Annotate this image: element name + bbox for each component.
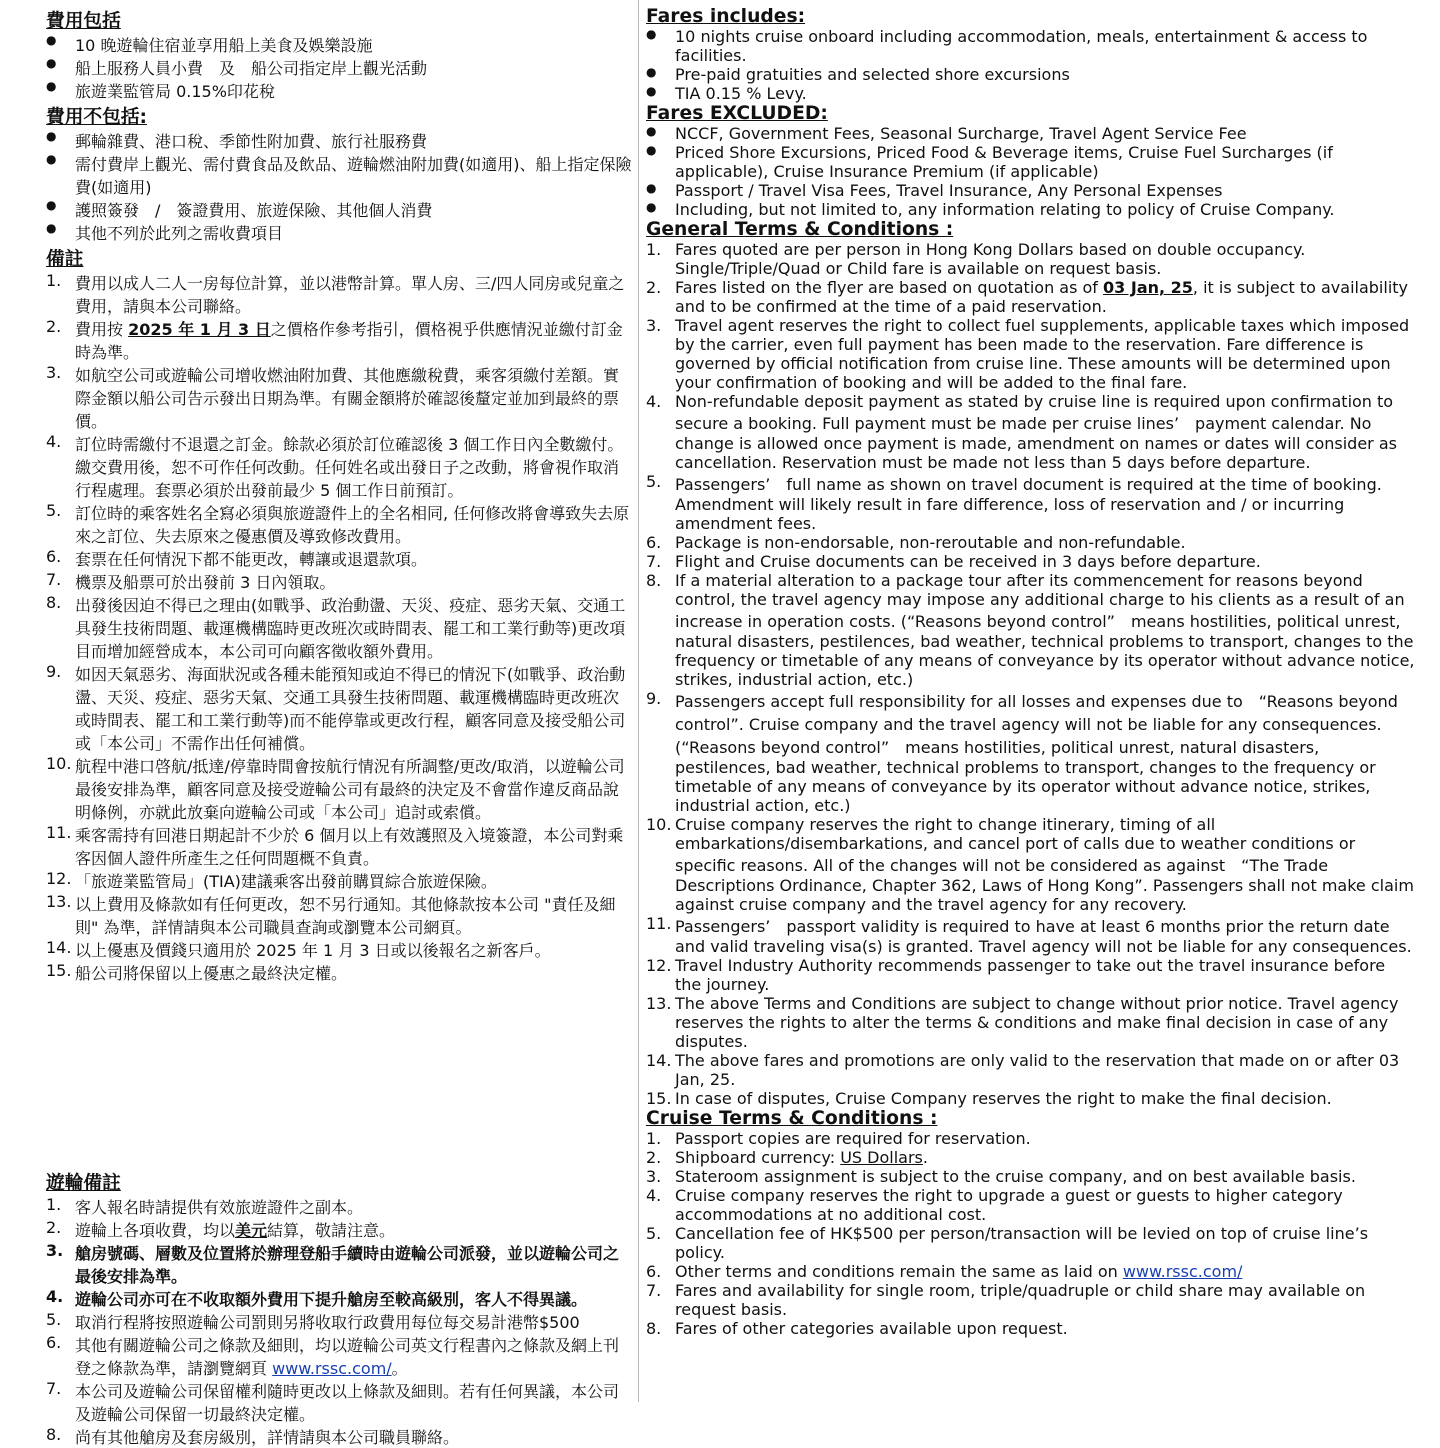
rssc-website-link[interactable]: www.rssc.com/ <box>272 1359 392 1378</box>
list-item: 8. 出發後因迫不得已之理由(如戰爭、政治動盪、天災、疫症、惡劣天氣、交通工具發生技術問題、載運機構臨時更改班次或時間表、罷工和工業行動等)更改項目而增加經營成本，本公司可向顧客徵收額外費用。 <box>46 593 626 661</box>
list-item: ● Including, but not limited to, any information relating to policy of Cruise Company. <box>646 200 1335 219</box>
list-item: 9. 如因天氣惡劣、海面狀況或各種未能預知或迫不得已的情況下(如戰爭、政治動盪、天災、疫症、惡劣天氣、交通工具發生技術問題、載運機構臨時更改班次或時間表、罷工和工業行動等)而不能停靠或更改行程，顧客同意及接受船公司或「本公司」不需作出任何補償。 <box>46 662 626 753</box>
list-item: 14. 以上優惠及價錢只適用於 2025 年 1 月 3 日或以後報名之新客戶。 <box>46 938 551 960</box>
list-item: 5. Passengers’ full name as shown on travel document is required at the time of booking. Amendment will likely result in fare difference, loss of reservation and / or incurring amendment fees. <box>646 472 1382 533</box>
list-item: 11. Passengers’ passport validity is required to have at least 6 months prior the return date and valid traveling visa(s) is granted. Travel agency will not be liable for any consequences. <box>646 914 1412 956</box>
excludes-list <box>46 129 632 244</box>
bullet-icon: ● <box>646 143 657 157</box>
list-item: 8. 尚有其他艙房及套房級別，詳情請與本公司職員聯絡。 <box>46 1425 460 1447</box>
excludes-heading: 費用不包括: <box>46 107 147 128</box>
list-item: ● Passport / Travel Visa Fees, Travel Insurance, Any Personal Expenses <box>646 181 1223 200</box>
list-item: 2. 費用按 2025 年 1 月 3 日之價格作參考指引，價格視乎供應情況並繳付訂金時為準。 <box>46 317 623 362</box>
quote-date: 03 Jan, 25 <box>1103 278 1193 297</box>
list-item: ● 郵輪雜費、港口稅、季節性附加費、旅行社服務費 <box>46 129 428 151</box>
list-item: 12. 「旅遊業監管局」(TIA)建議乘客出發前購買綜合旅遊保險。 <box>46 869 497 891</box>
list-item: 4. Cruise company reserves the right to upgrade a guest or guests to higher category accommodations at no additional cost. <box>646 1186 1343 1224</box>
list-item: 10. Cruise company reserves the right to change itinerary, timing of all embarkations/disembarkations, and cancel port of calls due to weather conditions or specific reasons. All of the changes will not be considered as against “The Trade Descriptions Ordinance, Chapter 362, Laws of Hong Kong”. Passengers shall not make claim against cruise company and the travel agency for any recovery. <box>646 815 1414 914</box>
rssc-website-link[interactable]: www.rssc.com/ <box>1122 1262 1243 1281</box>
remarks-heading: 備註 <box>46 249 84 270</box>
list-item: 6. 套票在任何情況下都不能更改，轉讓或退還款項。 <box>46 547 428 569</box>
list-item: ● TIA 0.15 % Levy. <box>646 84 807 103</box>
list-item: ● Priced Shore Excursions, Priced Food & Beverage items, Cruise Fuel Surcharges (if applicable), Cruise Insurance Premium (if applicable) <box>646 143 1333 181</box>
list-item: 8. If a material alteration to a package tour after its commencement for reasons beyond control, the travel agency may impose any additional charge to his clients as a result of an increase in operation costs. (“Reasons beyond control” means hostilities, political unrest, natural disasters, pestilences, bad weather, technical problems to transport, changes to the frequency or timetable of any means of conveyance by its operator without advance notice, strikes, industrial action, etc.) <box>646 571 1415 689</box>
list-item: 6. Package is non-endorsable, non-reroutable and non-refundable. <box>646 533 1186 552</box>
list-item: 6. 其他有關遊輪公司之條款及細則，均以遊輪公司英文行程書內之條款及網上刊登之條款為準，請瀏覽網頁 www.rssc.com/。 <box>46 1333 620 1378</box>
bullet-icon: ● <box>46 152 57 166</box>
list-item: ● 船上服務人員小費 及 船公司指定岸上觀光活動 <box>46 56 428 78</box>
list-item: 7. 機票及船票可於出發前 3 日內領取。 <box>46 570 336 592</box>
chinese-column <box>46 6 632 1448</box>
list-item: 1. Fares quoted are per person in Hong Kong Dollars based on double occupancy. Single/Triple/Quad or Child fare is available on request basis. <box>646 240 1306 278</box>
list-item: 11. 乘客需持有回港日期起計不少於 6 個月以上有效護照及入境簽證，本公司對乘客因個人證件所產生之任何問題概不負責。 <box>46 823 624 868</box>
list-item: ● NCCF, Government Fees, Seasonal Surcharge, Travel Agent Service Fee <box>646 124 1247 143</box>
bullet-icon: ● <box>646 181 657 195</box>
cruise-remarks-heading: 遊輪備註 <box>46 1173 121 1194</box>
list-item: 3. 艙房號碼、層數及位置將於辦理登船手續時由遊輪公司派發，並以遊輪公司之最後安排為準。 <box>46 1241 620 1286</box>
bullet-icon: ● <box>46 198 57 212</box>
list-item: 2. Fares listed on the flyer are based on quotation as of 03 Jan, 25, it is subject to availability and to be confirmed at the time of a paid reservation. <box>646 278 1408 316</box>
list-item: 1. Passport copies are required for reservation. <box>646 1129 1031 1148</box>
list-item: 4. 訂位時需繳付不退還之訂金。餘款必須於訂位確認後 3 個工作日內全數繳付。繳交費用後，恕不可作任何改動。任何姓名或出發日子之改動，將會視作取消行程處理。套票必須於出發前最少 5 個工作日前預訂。 <box>46 432 624 500</box>
bullet-icon: ● <box>46 221 57 235</box>
list-item: 7. Flight and Cruise documents can be received in 3 days before departure. <box>646 552 1261 571</box>
list-item: ● 10 nights cruise onboard including accommodation, meals, entertainment & access to facilities. <box>646 27 1368 65</box>
english-column <box>646 6 1416 1338</box>
list-item: 14. The above fares and promotions are only valid to the reservation that made on or after 03 Jan, 25. <box>646 1051 1400 1089</box>
list-item: 2. 遊輪上各項收費，均以美元結算，敬請注意。 <box>46 1218 396 1240</box>
list-item: 7. 本公司及遊輪公司保留權利隨時更改以上條款及細則。若有任何異議，本公司及遊輪公司保留一切最終決定權。 <box>46 1379 620 1424</box>
fares-excluded-list <box>646 124 1416 219</box>
quote-date: 2025 年 1 月 3 日 <box>128 320 271 339</box>
list-item: ● 護照簽發 / 簽證費用、旅遊保險、其他個人消費 <box>46 198 433 220</box>
list-item: 5. 取消行程將按照遊輪公司罰則另將收取行政費用每位每交易計港幣$500 <box>46 1310 580 1332</box>
list-item: 7. Fares and availability for single room, triple/quadruple or child share may available on request basis. <box>646 1281 1366 1319</box>
fares-includes-list <box>646 27 1416 103</box>
bullet-icon: ● <box>646 84 657 98</box>
cruise-terms-list <box>646 1129 1416 1338</box>
list-item: ● 旅遊業監管局 0.15%印花稅 <box>46 79 275 101</box>
column-divider <box>638 0 639 1402</box>
bullet-icon: ● <box>46 56 57 70</box>
bullet-icon: ● <box>646 124 657 138</box>
list-item: 3. Stateroom assignment is subject to the cruise company, and on best available basis. <box>646 1167 1356 1186</box>
cruise-remarks-list <box>46 1195 632 1448</box>
remarks-list <box>46 271 632 984</box>
cruise-terms-heading: Cruise Terms & Conditions : <box>646 1108 938 1129</box>
list-item: 15. In case of disputes, Cruise Company reserves the right to make the final decision. <box>646 1089 1332 1108</box>
list-item: 13. 以上費用及條款如有任何更改，恕不另行通知。其他條款按本公司 "責任及細則" 為準，詳情請與本公司職員查詢或瀏覽本公司網頁。 <box>46 892 616 937</box>
list-item: 2. Shipboard currency: US Dollars. <box>646 1148 928 1167</box>
list-item: 5. Cancellation fee of HK$500 per person/transaction will be levied on top of cruise line’s policy. <box>646 1224 1369 1262</box>
list-item: 5. 訂位時的乘客姓名全寫必須與旅遊證件上的全名相同, 任何修改將會導致失去原來之訂位、失去原來之優惠價及導致修改費用。 <box>46 501 630 546</box>
list-item: 1. 客人報名時請提供有效旅遊證件之副本。 <box>46 1195 364 1217</box>
includes-list <box>46 33 632 102</box>
list-item: 4. 遊輪公司亦可在不收取額外費用下提升艙房至較高級別，客人不得異議。 <box>46 1287 588 1309</box>
general-terms-heading: General Terms & Conditions : <box>646 219 954 240</box>
list-item: ● 其他不列於此列之需收費項目 <box>46 221 284 243</box>
general-terms-list <box>646 240 1416 1108</box>
list-item: 9. Passengers accept full responsibility for all losses and expenses due to “Reasons beyond control”. Cruise company and the travel agency will not be liable for any consequences. (“Reasons beyond control” means hostilities, political unrest, natural disasters, pestilences, bad weather, technical problems to transport, changes to the frequency or timetable of any means of conveyance by its operator without advance notice, strikes, industrial action, etc.) <box>646 689 1398 815</box>
bullet-icon: ● <box>646 27 657 41</box>
list-item: 4. Non-refundable deposit payment as stated by cruise line is required upon confirmation to secure a booking. Full payment must be made per cruise lines’ payment calendar. No change is allowed once payment is made, amendment on names or dates will consider as cancellation. Reservation must be made not less than 5 days before departure. <box>646 392 1397 472</box>
list-item: ● 10 晚遊輪住宿並享用船上美食及娛樂設施 <box>46 33 373 55</box>
list-item: 3. 如航空公司或遊輪公司增收燃油附加費、其他應繳稅費，乘客須繳付差額。實際金額以船公司告示發出日期為準。有關金額將於確認後釐定並加到最終的票價。 <box>46 363 620 431</box>
list-item: ● 需付費岸上觀光、需付費食品及飲品、遊輪燃油附加費(如適用)、船上指定保險費(如適用) <box>46 152 632 197</box>
bullet-icon: ● <box>46 33 57 47</box>
bullet-icon: ● <box>646 200 657 214</box>
bullet-icon: ● <box>46 79 57 93</box>
list-item: 15. 船公司將保留以上優惠之最終決定權。 <box>46 961 348 983</box>
includes-heading: 費用包括 <box>46 11 121 32</box>
list-item: 13. The above Terms and Conditions are subject to change without prior notice. Travel agency reserves the rights to alter the terms & conditions and make final decision in case of any disputes. <box>646 994 1399 1051</box>
list-item: 8. Fares of other categories available upon request. <box>646 1319 1068 1338</box>
fares-excluded-heading: Fares EXCLUDED: <box>646 103 828 124</box>
bullet-icon: ● <box>46 129 57 143</box>
list-item: 10. 航程中港口啓航/抵達/停靠時間會按航行情況有所調整/更改/取消，以遊輪公司最後安排為準，顧客同意及接受遊輪公司有最終的決定及不會當作違反商品說明條例，亦就此放棄向遊輪公司或「本公司」追討或索償。 <box>46 754 625 822</box>
list-item: ● Pre-paid gratuities and selected shore excursions <box>646 65 1070 84</box>
bullet-icon: ● <box>646 65 657 79</box>
fares-includes-heading: Fares includes: <box>646 6 806 27</box>
list-item: 6. Other terms and conditions remain the same as laid on www.rssc.com/ <box>646 1262 1243 1281</box>
list-item: 1. 費用以成人二人一房每位計算，並以港幣計算。單人房、三/四人同房或兒童之費用，請與本公司聯絡。 <box>46 271 625 316</box>
list-item: 3. Travel agent reserves the right to collect fuel supplements, applicable taxes which imposed by the carrier, even full payment has been made to the reservation. Fare difference is governed by official notification from cruise line. These amounts will be determined upon your confirmation of booking and will be added to the final fare. <box>646 316 1410 392</box>
list-item: 12. Travel Industry Authority recommends passenger to take out the travel insurance before the journey. <box>646 956 1386 994</box>
